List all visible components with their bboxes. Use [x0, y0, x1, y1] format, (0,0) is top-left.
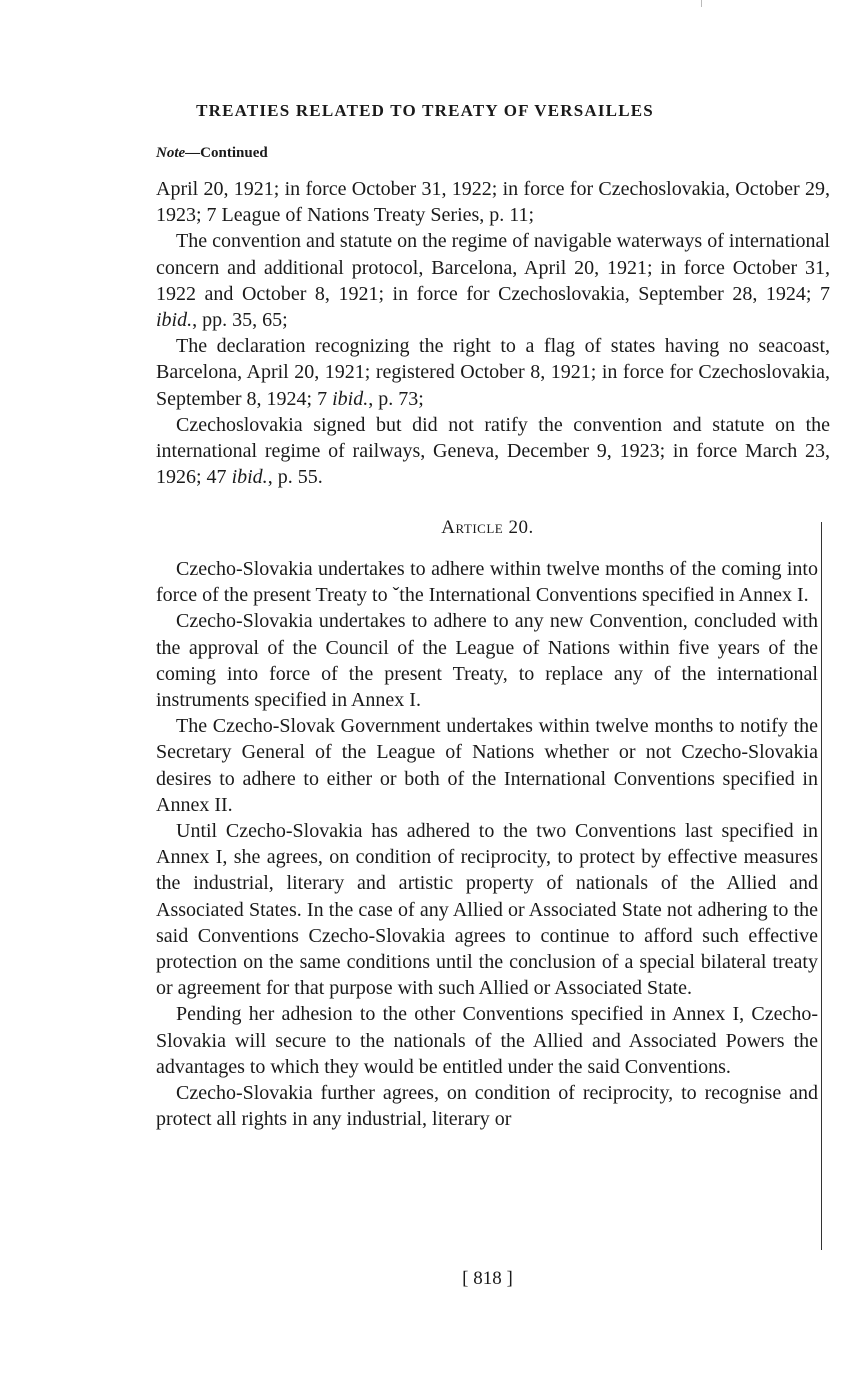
article-heading-word: Article — [441, 517, 504, 538]
scan-mark — [701, 0, 702, 7]
article-heading-number: 20. — [508, 517, 534, 538]
note-text — [156, 176, 830, 490]
note-paragraph: April 20, 1921; in force October 31, 1922; in force for Czechoslovakia, October 29, 1923; 7 League of Nations Treaty Series, p. 11; — [156, 178, 830, 227]
note-label-prefix: Note — [156, 145, 186, 161]
note-paragraph: The declaration recognizing the right to a flag of states having no seacoast, Barcelona, April 20, 1921; registered October 8, 1921; in force for Czechoslovakia, September 8, 1924; 7 ibid., p. 73; — [156, 335, 830, 410]
article-text — [156, 556, 818, 1132]
article-paragraph: The Czecho-Slovak Government undertakes within twelve months to notify the Secretary General of the League of Nations whether or not Czecho-Slovakia desires to adhere to either or both of the International Conventions specified in Annex II. — [156, 715, 818, 816]
article-paragraph: Until Czecho-Slovakia has adhered to the two Conventions last specified in Annex I, she agrees, on condition of reciprocity, to protect by effective measures the industrial, literary and artistic property of nationals of the Allied and Associated States. In the case of any Allied or Associated State not adhering to the said Conventions Czecho-Slovakia agrees to continue to afford such effective protection on the same conditions until the conclusion of a special bilateral treaty or agreement for that purpose with such Allied or Associated State. — [156, 820, 818, 1000]
article-paragraph: Pending her adhesion to the other Conventions specified in Annex I, Czecho-Slovakia will secure to the nationals of the Allied and Associated Powers the advantages to which they would be entitled under the said Conventions. — [156, 1003, 818, 1078]
note-label-suffix: —Continued — [185, 145, 268, 161]
article-heading — [0, 517, 850, 539]
page-number: [ 818 ] — [462, 1268, 513, 1289]
note-label — [156, 145, 268, 162]
article-paragraph: Czecho-Slovakia undertakes to adhere within twelve months of the coming into force of the present Treaty to ˇthe International Conventions specified in Annex I. — [156, 558, 818, 607]
margin-rule — [821, 522, 822, 1250]
note-paragraph: Czechoslovakia signed but did not ratify the convention and statute on the international regime of railways, Geneva, December 9, 1923; in force March 23, 1926; 47 ibid., p. 55. — [156, 413, 830, 489]
article-paragraph: Czecho-Slovakia undertakes to adhere to any new Convention, concluded with the approval of the Council of the League of Nations within five years of the coming into force of the present Treaty, to replace any of the international instruments specified in Annex I. — [156, 610, 818, 712]
article-paragraph: Czecho-Slovakia further agrees, on condition of reciprocity, to recognise and protect all rights in any industrial, literary or — [156, 1082, 818, 1131]
running-header: TREATIES RELATED TO TREATY OF VERSAILLES — [196, 101, 654, 120]
note-paragraph: The convention and statute on the regime of navigable waterways of international concern and additional protocol, Barcelona, April 20, 1921; in force October 31, 1922 and October 8, 1921; in force for Czechoslovakia, September 28, 1924; 7 ibid., pp. 35, 65; — [156, 230, 830, 332]
